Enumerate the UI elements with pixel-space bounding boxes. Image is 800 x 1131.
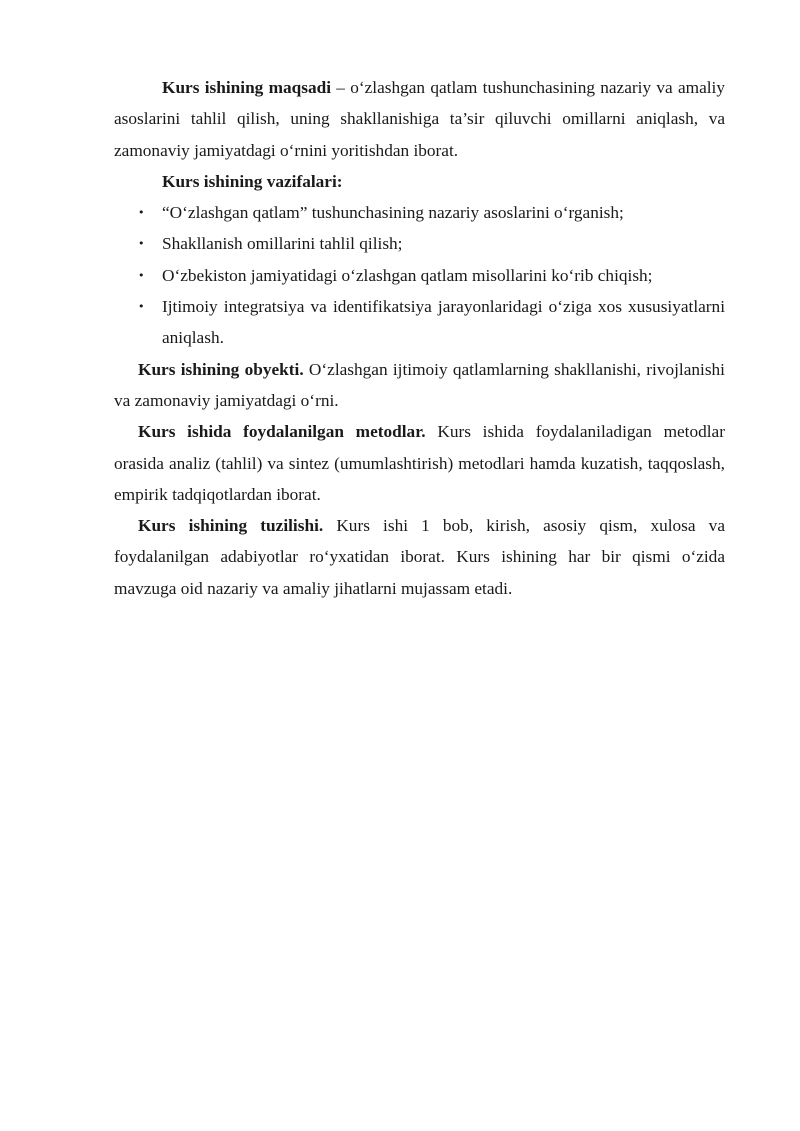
tasks-list [114, 197, 725, 353]
task-text: Shakllanish omillarini tahlil qilish; [162, 234, 403, 254]
goal-label: Kurs ishining maqsadi [162, 78, 332, 97]
task-text: “O‘zlashgan qatlam” tushunchasining nazariy asoslarini o‘rganish; [162, 203, 624, 223]
list-item [114, 228, 725, 259]
bullet-icon: • [138, 206, 145, 220]
bullet-icon: • [138, 268, 145, 282]
list-item [114, 197, 725, 228]
object-text: O‘zlashgan ijtimoiy qatlamlarning shakllanishi, rivojlanishi va zamonaviy jamiyatdagi o‘rni. [114, 359, 725, 410]
task-text: O‘zbekiston jamiyatidagi o‘zlashgan qatlam misollarini ko‘rib chiqish; [162, 265, 653, 285]
task-text: Ijtimoiy integratsiya va identifikatsiya jarayonlaridagi o‘ziga xos xususiyatlarni aniqlash. [162, 297, 725, 348]
document-page [114, 72, 725, 604]
methods-text: Kurs ishida foydalaniladigan metodlar orasida analiz (tahlil) va sintez (umumlashtirish) metodlari hamda kuzatish, taqqoslash, empirik tadqiqotlardan iborat. [114, 422, 725, 504]
bullet-icon: • [138, 300, 145, 314]
methods-paragraph [114, 416, 725, 510]
object-label: Kurs ishining obyekti. [138, 359, 304, 379]
structure-paragraph [114, 510, 725, 604]
bullet-icon: • [138, 237, 145, 251]
structure-text: Kurs ishi 1 bob, kirish, asosiy qism, xulosa va foydalanilgan adabiyotlar ro‘yxatidan iborat. Kurs ishining har bir qismi o‘zida mavzuga oid nazariy va amaliy jihatlarni mujassam etadi. [114, 516, 725, 598]
tasks-heading: Kurs ishining vazifalari: [162, 171, 343, 191]
list-item [114, 260, 725, 291]
structure-label: Kurs ishining tuzilishi. [138, 516, 324, 536]
object-paragraph [114, 354, 725, 417]
goal-text: – o‘zlashgan qatlam tushunchasining nazariy va amaliy asoslarini tahlil qilish, uning shakllanishiga ta’sir qiluvchi omillarni aniqlash, va zamonaviy jamiyatdagi o‘rnini yoritishdan iborat. [114, 78, 725, 160]
methods-label: Kurs ishida foydalanilgan metodlar. [138, 422, 426, 442]
list-item [114, 291, 725, 354]
goal-paragraph [114, 72, 725, 166]
